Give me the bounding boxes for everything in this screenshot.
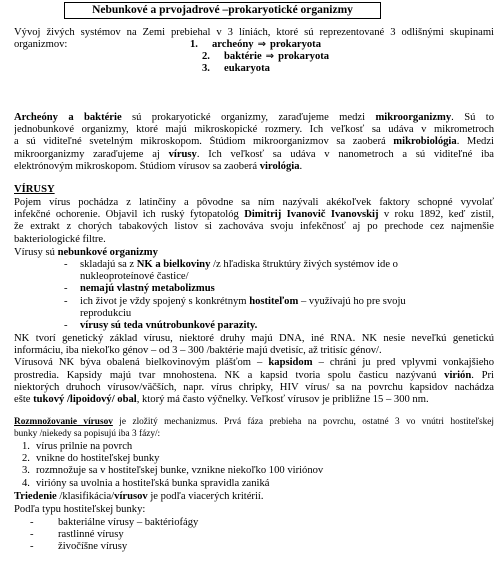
list-item: - vírusy sú teda vnútrobunkové parazity.: [64, 319, 258, 331]
prokaryote-paragraph: Archeóny a baktérie sú prokaryotické organizmy, zaraďujeme medzi mikroorganizmy. Sú to jednobunkové organizmy, ktoré majú mikroskopické rozmery. Ich veľkosť sa udáva v mikrometroch a sú viditeľné svetelným mikroskopom. Štúdiom mikroorganizmov sa zaoberá mikrobiológia. Medzi mikroorganizmy zaraďujeme aj vírusy. Ich veľkosť sa udáva v nanometroch a sú viditeľné iba elektrónovým mikroskopom. Štúdiom vírusov sa zaoberá virológia.: [14, 112, 494, 172]
list-item: - nemajú vlastný metabolizmus: [64, 283, 215, 295]
list-item: 1. vírus prilnie na povrch: [22, 441, 133, 452]
virus-origin-paragraph: Pojem vírus pochádza z latinčiny a pôvodne sa ním nazývali akékoľvek faktory schopné vyvolať infekčné ochorenie. Objavil ich ruský fytopatológ Dimitrij Ivanovič Ivanovskij v roku 1892, keď zistil, že extrakt z chorých tabakových listov si zachováva svoju infekčnosť aj po prechode cez najmenšie bakteriologické filtre.: [14, 197, 494, 245]
lineage-item-1: 1. archeóny ⇒ prokaryota: [190, 39, 321, 50]
reproduction-steps-list: [22, 441, 323, 490]
list-item: 2. vnikne do hostiteľskej bunky: [22, 453, 160, 465]
intro-line-2: organizmov:: [14, 39, 68, 51]
list-item: - bakteriálne vírusy – baktériofágy: [30, 517, 199, 528]
implies-arrow-icon: ⇒: [265, 51, 275, 63]
list-item: 4. virióny sa uvolnia a hostiteľská bunka spravidla zaniká: [22, 477, 270, 489]
lineage-item-2: 2. baktérie ⇒ prokaryota: [202, 51, 330, 63]
classification-line: Triedenie /klasifikácia/vírusov je podľa viacerých kritérií.: [14, 491, 264, 502]
virus-properties-list: - skladajú sa z NK a bielkoviny /z hľadiska štruktúry živých systémov ide o nukleoproteínové častice/ - nemajú vlastný metabolizmus - ich život je vždy spojený s konkrétnym hostiteľom – využívajú ho pre svoju reprodukciu - vírusy sú teda vnútrobunkové parazity.: [64, 259, 406, 331]
intro-line-1: Vývoj živých systémov na Zemi prebiehal v 3 líniách, ktoré sú reprezentované 3 odlišnými skupinami: [14, 27, 494, 38]
virus-structure-paragraph: NK tvorí genetický základ vírusu, niektoré druhy majú DNA, iné RNA. NK nesie neveľkú genetickú informáciu, iba niekoľko génov – od 3 – 300 /baktérie majú dvetisíc, až tritisíc génov/. Vírusová NK býva obalená bielkovinovým plášťom – kapsidom – chráni ju pred vplyvmi vonkajšieho prostredia. Kapsidy majú tvar mnohostena. NK a kapsid tvoria spolu časticu nazývanú virión. Pri niektorých druhoch vírusov/väčších, napr. vírus chripky, HIV vírus/ sa na povrchu kapsidov nachádza ešte tukový /lipoidový/ obal, ktorý má často výčnelky. Veľkosť vírusov je približne 15 – 300 nm.: [14, 333, 494, 405]
reproduction-paragraph: Rozmnožovanie vírusov je zložitý mechanizmus. Prvá fáza prebieha na povrchu, ostatné 3 vo vnútri hostiteľskej bunky /niekedy sa popisujú iba 3 fázy/:: [14, 417, 494, 440]
host-type-line: Podľa typu hostiteľskej bunky:: [14, 504, 146, 515]
list-item: - ich život je vždy spojený s konkrétnym hostiteľom – využívajú ho pre svoju: [64, 295, 406, 307]
list-item: - skladajú sa z NK a bielkoviny /z hľadiska štruktúry živých systémov ide o: [64, 259, 398, 270]
lineage-list: [190, 39, 329, 76]
list-item: 3. rozmnožuje sa v hostiteľskej bunke, vznikne niekoľko 100 viriónov: [22, 465, 324, 477]
implies-arrow-icon: ⇒: [257, 39, 266, 50]
page-title: Nebunkové a prvojadrové –prokaryotické organizmy: [64, 2, 381, 19]
lineage-item-3: 3. eukaryota: [202, 63, 270, 75]
host-type-list: [30, 517, 198, 554]
section-heading-virusy: VÍRUSY: [14, 184, 55, 195]
list-item: - živočíšne vírusy: [30, 541, 128, 553]
list-item: - rastlinné vírusy: [30, 529, 124, 541]
virusy-su-line: Vírusy sú nebunkové organizmy: [14, 247, 158, 258]
